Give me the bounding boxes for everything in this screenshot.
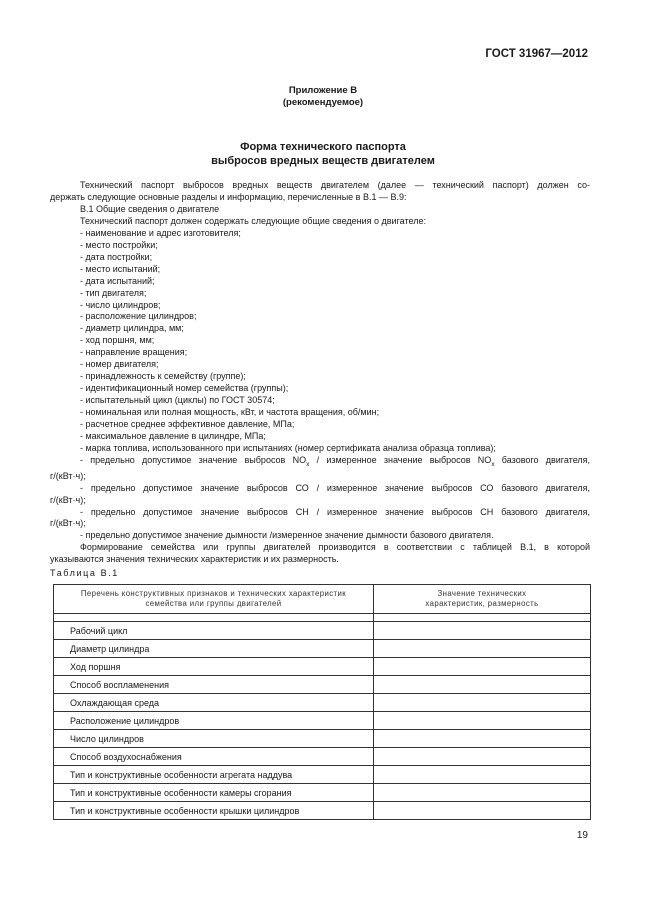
- formation-line: Формирование семейства или группы двигателей производится в соответствии с таблицей В.1, в которой: [80, 542, 590, 553]
- standard-number: ГОСТ 31967—2012: [485, 48, 588, 60]
- row-value-cell: [374, 676, 591, 694]
- body-text: [50, 180, 590, 566]
- list-item: - дата испытаний;: [80, 275, 155, 286]
- list-item: - расположение цилиндров;: [80, 311, 197, 322]
- list-item: - наименование и адрес изготовителя;: [80, 227, 241, 238]
- table-header-values: Значение технических характеристик, размерность: [374, 585, 591, 614]
- list-item: - место испытаний;: [80, 263, 161, 274]
- list-item: - место постройки;: [80, 239, 158, 250]
- form-title-line1: Форма технического паспорта: [240, 141, 406, 153]
- formation-line: указываются значения технических характеристик и их размерность.: [50, 554, 339, 565]
- table-row: [54, 694, 591, 712]
- list-item: - тип двигателя;: [80, 287, 147, 298]
- emission-unit: г/(кВт·ч);: [50, 494, 86, 505]
- row-characteristic: Число цилиндров: [54, 730, 374, 748]
- row-value-cell: [374, 802, 591, 820]
- table-row: [54, 748, 591, 766]
- table-row: [54, 658, 591, 676]
- row-characteristic: Способ воспламенения: [54, 676, 374, 694]
- row-characteristic: Ход поршня: [54, 658, 374, 676]
- row-value-cell: [374, 748, 591, 766]
- table-header-characteristics: Перечень конструктивных признаков и технических характеристик семейства или группы двигателей: [54, 585, 374, 614]
- table-row: [54, 676, 591, 694]
- list-item: - принадлежность к семейству (группе);: [80, 371, 246, 382]
- row-characteristic: Способ воздухоснабжения: [54, 748, 374, 766]
- list-item: - ход поршня, мм;: [80, 335, 155, 346]
- table-row: [54, 784, 591, 802]
- list-item: - диаметр цилиндра, мм;: [80, 323, 184, 334]
- requirement-list: [50, 228, 590, 455]
- emission-nox: - предельно допустимое значение выбросов $NO_x$ / измеренное значение выбросов $NO_x$ базового двигателя,: [80, 454, 591, 468]
- page-number: 19: [576, 830, 588, 841]
- table-row: [54, 730, 591, 748]
- table-caption: Таблица В.1: [50, 568, 119, 578]
- table-row: [54, 622, 591, 640]
- row-characteristic: Охлаждающая среда: [54, 694, 374, 712]
- row-characteristic: Расположение цилиндров: [54, 712, 374, 730]
- emission-unit: г/(кВт·ч);: [50, 518, 86, 529]
- row-value-cell: [374, 622, 591, 640]
- list-item: - максимальное давление в цилиндре, МПа;: [80, 431, 266, 442]
- row-characteristic: Тип и конструктивные особенности крышки цилиндров: [54, 802, 374, 820]
- row-value-cell: [374, 784, 591, 802]
- row-value-cell: [374, 730, 591, 748]
- row-characteristic: Тип и конструктивные особенности камеры сгорания: [54, 784, 374, 802]
- form-title-line2: выбросов вредных веществ двигателем: [211, 155, 435, 167]
- section-heading: В.1 Общие сведения о двигателе: [80, 203, 220, 214]
- list-item: - идентификационный номер семейства (группы);: [80, 383, 289, 394]
- list-item: - номинальная или полная мощность, кВт, и частота вращения, об/мин;: [80, 407, 380, 418]
- row-value-cell: [374, 640, 591, 658]
- appendix-title: Приложение В: [288, 85, 358, 96]
- characteristics-table: [53, 584, 591, 820]
- row-value-cell: [374, 712, 591, 730]
- table-spacer-row: [54, 614, 591, 622]
- table-row: [54, 712, 591, 730]
- row-characteristic: Тип и конструктивные особенности агрегата наддува: [54, 766, 374, 784]
- list-item: - дата постройки;: [80, 251, 153, 262]
- row-value-cell: [374, 766, 591, 784]
- table-row: [54, 802, 591, 820]
- list-item: - номер двигателя;: [80, 359, 159, 370]
- row-characteristic: Диаметр цилиндра: [54, 640, 374, 658]
- list-item: - расчетное среднее эффективное давление, МПа;: [80, 419, 295, 430]
- row-value-cell: [374, 694, 591, 712]
- emission-co: - предельно допустимое значение выбросов СО / измеренное значение выбросов СО базового двигателя,: [80, 482, 590, 493]
- appendix-status: (рекомендуемое): [282, 97, 364, 108]
- list-item: - число цилиндров;: [80, 299, 161, 310]
- emission-smoke: - предельно допустимое значение дымности /измеренное значение дымности базового двигателя.: [80, 530, 494, 541]
- emission-ch: - предельно допустимое значение выбросов СН / измеренное значение выбросов СН базового двигателя,: [80, 506, 590, 517]
- list-item: - направление вращения;: [80, 347, 188, 358]
- row-value-cell: [374, 658, 591, 676]
- table-row: [54, 766, 591, 784]
- intro-line: держать следующие основные разделы и информацию, перечисленные в В.1 — В.9:: [50, 191, 407, 202]
- intro-line: Технический паспорт выбросов вредных веществ двигателем (далее — технический паспорт) должен со-: [80, 180, 590, 190]
- table-row: [54, 640, 591, 658]
- list-item: - испытательный цикл (циклы) по ГОСТ 30574;: [80, 395, 275, 406]
- row-characteristic: Рабочий цикл: [54, 622, 374, 640]
- emission-unit: г/(кВт·ч);: [50, 470, 86, 481]
- list-item: - марка топлива, использованного при испытаниях (номер сертификата анализа образца топлива);: [80, 442, 496, 453]
- section-lead: Технический паспорт должен содержать следующие общие сведения о двигателе:: [80, 215, 426, 226]
